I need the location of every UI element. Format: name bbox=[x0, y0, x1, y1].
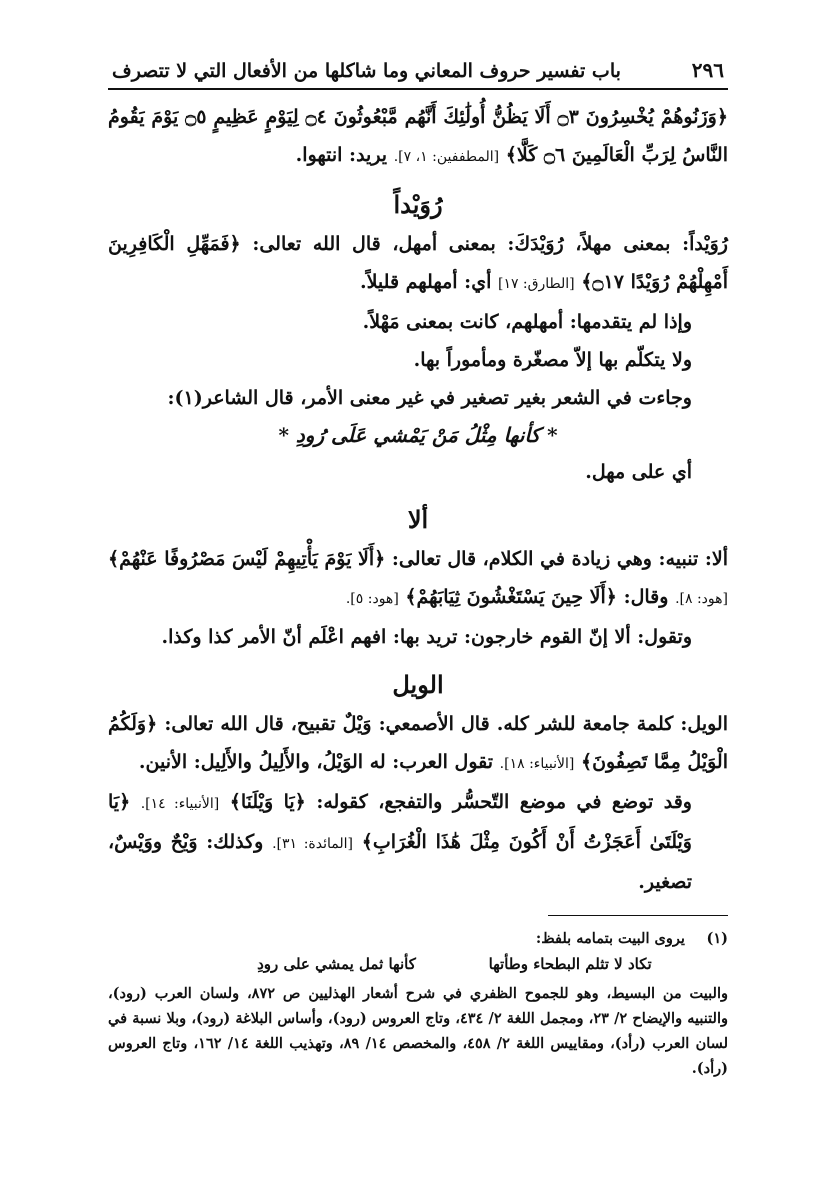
wayl-paragraph-1 bbox=[108, 705, 728, 783]
quran-reference: [هود: ٥]. bbox=[345, 591, 399, 607]
section-heading-wayl: الويل bbox=[392, 670, 444, 699]
footnote-text: والبيت من البسيط، وهو للجموح الظفري في شرح أشعار الهذليين ص ٨٧٢، ولسان العرب (رود)، والتنبيه والإيضاح ٢/ ٢٣، ومجمل اللغة ٢/ ٤٣٤، وتاج العروس (رود)، وأساس البلاغة (رود)، وبلا نسبة في لسان العرب (رأد)، ومقاييس اللغة ٢/ ٤٥٨، والمخصص ١٤/ ٨٩، وتهذيب اللغة ١٤/ ١٦٢، وتاج العروس (رأد). bbox=[108, 985, 728, 1077]
intro-paragraph bbox=[108, 98, 728, 176]
text-run: وقد توضع في موضع التّحسُّر والتفجع، كقوله: bbox=[316, 791, 692, 813]
quran-verse: ﴿أَلَا يَوْمَ يَأْتِيهِمْ لَيْسَ مَصْرُوفًا عَنْهُمْ﴾ bbox=[108, 548, 386, 570]
footnote-intro bbox=[108, 926, 728, 951]
ruwaydan-paragraph-2: وإذا لم يتقدمها: أمهلهم، كانت بمعنى مَهْلاً. bbox=[362, 311, 692, 333]
section-heading-ala: ألا bbox=[407, 505, 429, 534]
quran-reference: [المائدة: ٣١]. bbox=[272, 836, 353, 852]
footnote-number: (١) bbox=[706, 930, 728, 947]
footnote bbox=[108, 926, 728, 1081]
intro-tail: يريد: انتهوا. bbox=[295, 144, 388, 166]
verse-first-hemistich: تكاد لا تثلم البطحاء وطأتها bbox=[488, 955, 652, 973]
page-header bbox=[108, 58, 728, 90]
quran-verse: ﴿أَلَا حِينَ يَسْتَغْشُونَ ثِيَابَهُمْ﴾ bbox=[405, 586, 617, 608]
footnote-verse bbox=[108, 951, 728, 981]
quran-verse: ﴿فَمَهِّلِ الْكَافِرِينَ أَمْهِلْهُمْ رُوَيْدًا ۝١٧﴾ bbox=[108, 233, 728, 293]
text-run: وقال: bbox=[623, 586, 669, 608]
footnote-separator bbox=[548, 915, 728, 916]
wayl-paragraph-2 bbox=[108, 783, 728, 901]
poetry-verse: * كأنها مِثْلُ مَنْ يَمْشي عَلَى رُودِ * bbox=[278, 423, 558, 447]
page-number: ٢٩٦ bbox=[691, 58, 724, 82]
quran-reference: [المطففين: ١، ٧]. bbox=[393, 149, 500, 165]
ruwaydan-paragraph-1 bbox=[108, 225, 728, 303]
text-run: تقول العرب: له الوَيْلُ، والأَلِيلُ والأَلِيل: الأنين. bbox=[138, 751, 494, 773]
ala-paragraph-2: وتقول: ألا إنّ القوم خارجون: تريد بها: افهم اعْلَم أنّ الأمر كذا وكذا. bbox=[161, 626, 692, 648]
text-run: يروى البيت بتمامه بلفظ: bbox=[535, 930, 685, 947]
text-run: الويل: كلمة جامعة للشر كله. قال الأصمعي: وَيْلٌ تقبيح، قال الله تعالى: bbox=[164, 713, 728, 735]
text-run: ألا: تنبيه: وهي زيادة في الكلام، قال تعالى: bbox=[391, 548, 728, 570]
ruwaydan-paragraph-4: وجاءت في الشعر بغير تصغير في غير معنى الأمر، قال الشاعر(١): bbox=[167, 387, 692, 409]
quran-verse: ﴿وَلَكُمُ الْوَيْلُ مِمَّا تَصِفُونَ﴾ bbox=[108, 713, 728, 773]
quran-reference: [هود: ٨]. bbox=[675, 591, 728, 607]
ruwaydan-paragraph-3: ولا يتكلّم بها إلاّ مصغّرة ومأموراً بها. bbox=[413, 349, 692, 371]
quran-reference: [الطارق: ١٧] bbox=[497, 276, 575, 292]
quran-reference: [الأنبياء: ١٨]. bbox=[499, 756, 575, 772]
quran-verse: ﴿يَا وَيْلَتَىٰ أَعَجَزْتُ أَنْ أَكُونَ مِثْلَ هَٰذَا الْغُرَابِ﴾ bbox=[108, 791, 692, 853]
verse-second-hemistich: كأنها ثمل يمشي على رودِ bbox=[257, 955, 416, 973]
text-run: أي: أمهلهم قليلاً. bbox=[359, 271, 492, 293]
ala-paragraph-1 bbox=[108, 540, 728, 618]
text-run: رُوَيْداً: بمعنى مهلاً، رُوَيْدَكَ: بمعنى أمهل، قال الله تعالى: bbox=[252, 233, 728, 255]
quran-verse: ﴿يَا وَيْلَنَا﴾ bbox=[229, 791, 306, 813]
quran-verse: ﴿وَزَنُوهُمْ يُخْسِرُونَ ۝٣ أَلَا يَظُنُّ أُولَٰئِكَ أَنَّهُم مَّبْعُوثُونَ ۝٤ لِيَوْمٍ عَظِيمٍ ۝٥ يَوْمَ يَقُومُ النَّاسُ لِرَبِّ الْعَالَمِينَ ۝٦ كَلَّا﴾ bbox=[108, 106, 728, 166]
ruwaydan-paragraph-5: أي على مهل. bbox=[585, 461, 692, 483]
quran-reference: [الأنبياء: ١٤]. bbox=[140, 796, 220, 812]
section-heading-ruwaydan: رُوَيْداً bbox=[393, 190, 443, 219]
running-title: باب تفسير حروف المعاني وما شاكلها من الأفعال التي لا تتصرف bbox=[112, 60, 621, 82]
text-run: وكذلك: وَيْحٌ ووَيْسٌ، تصغير. bbox=[108, 831, 692, 893]
